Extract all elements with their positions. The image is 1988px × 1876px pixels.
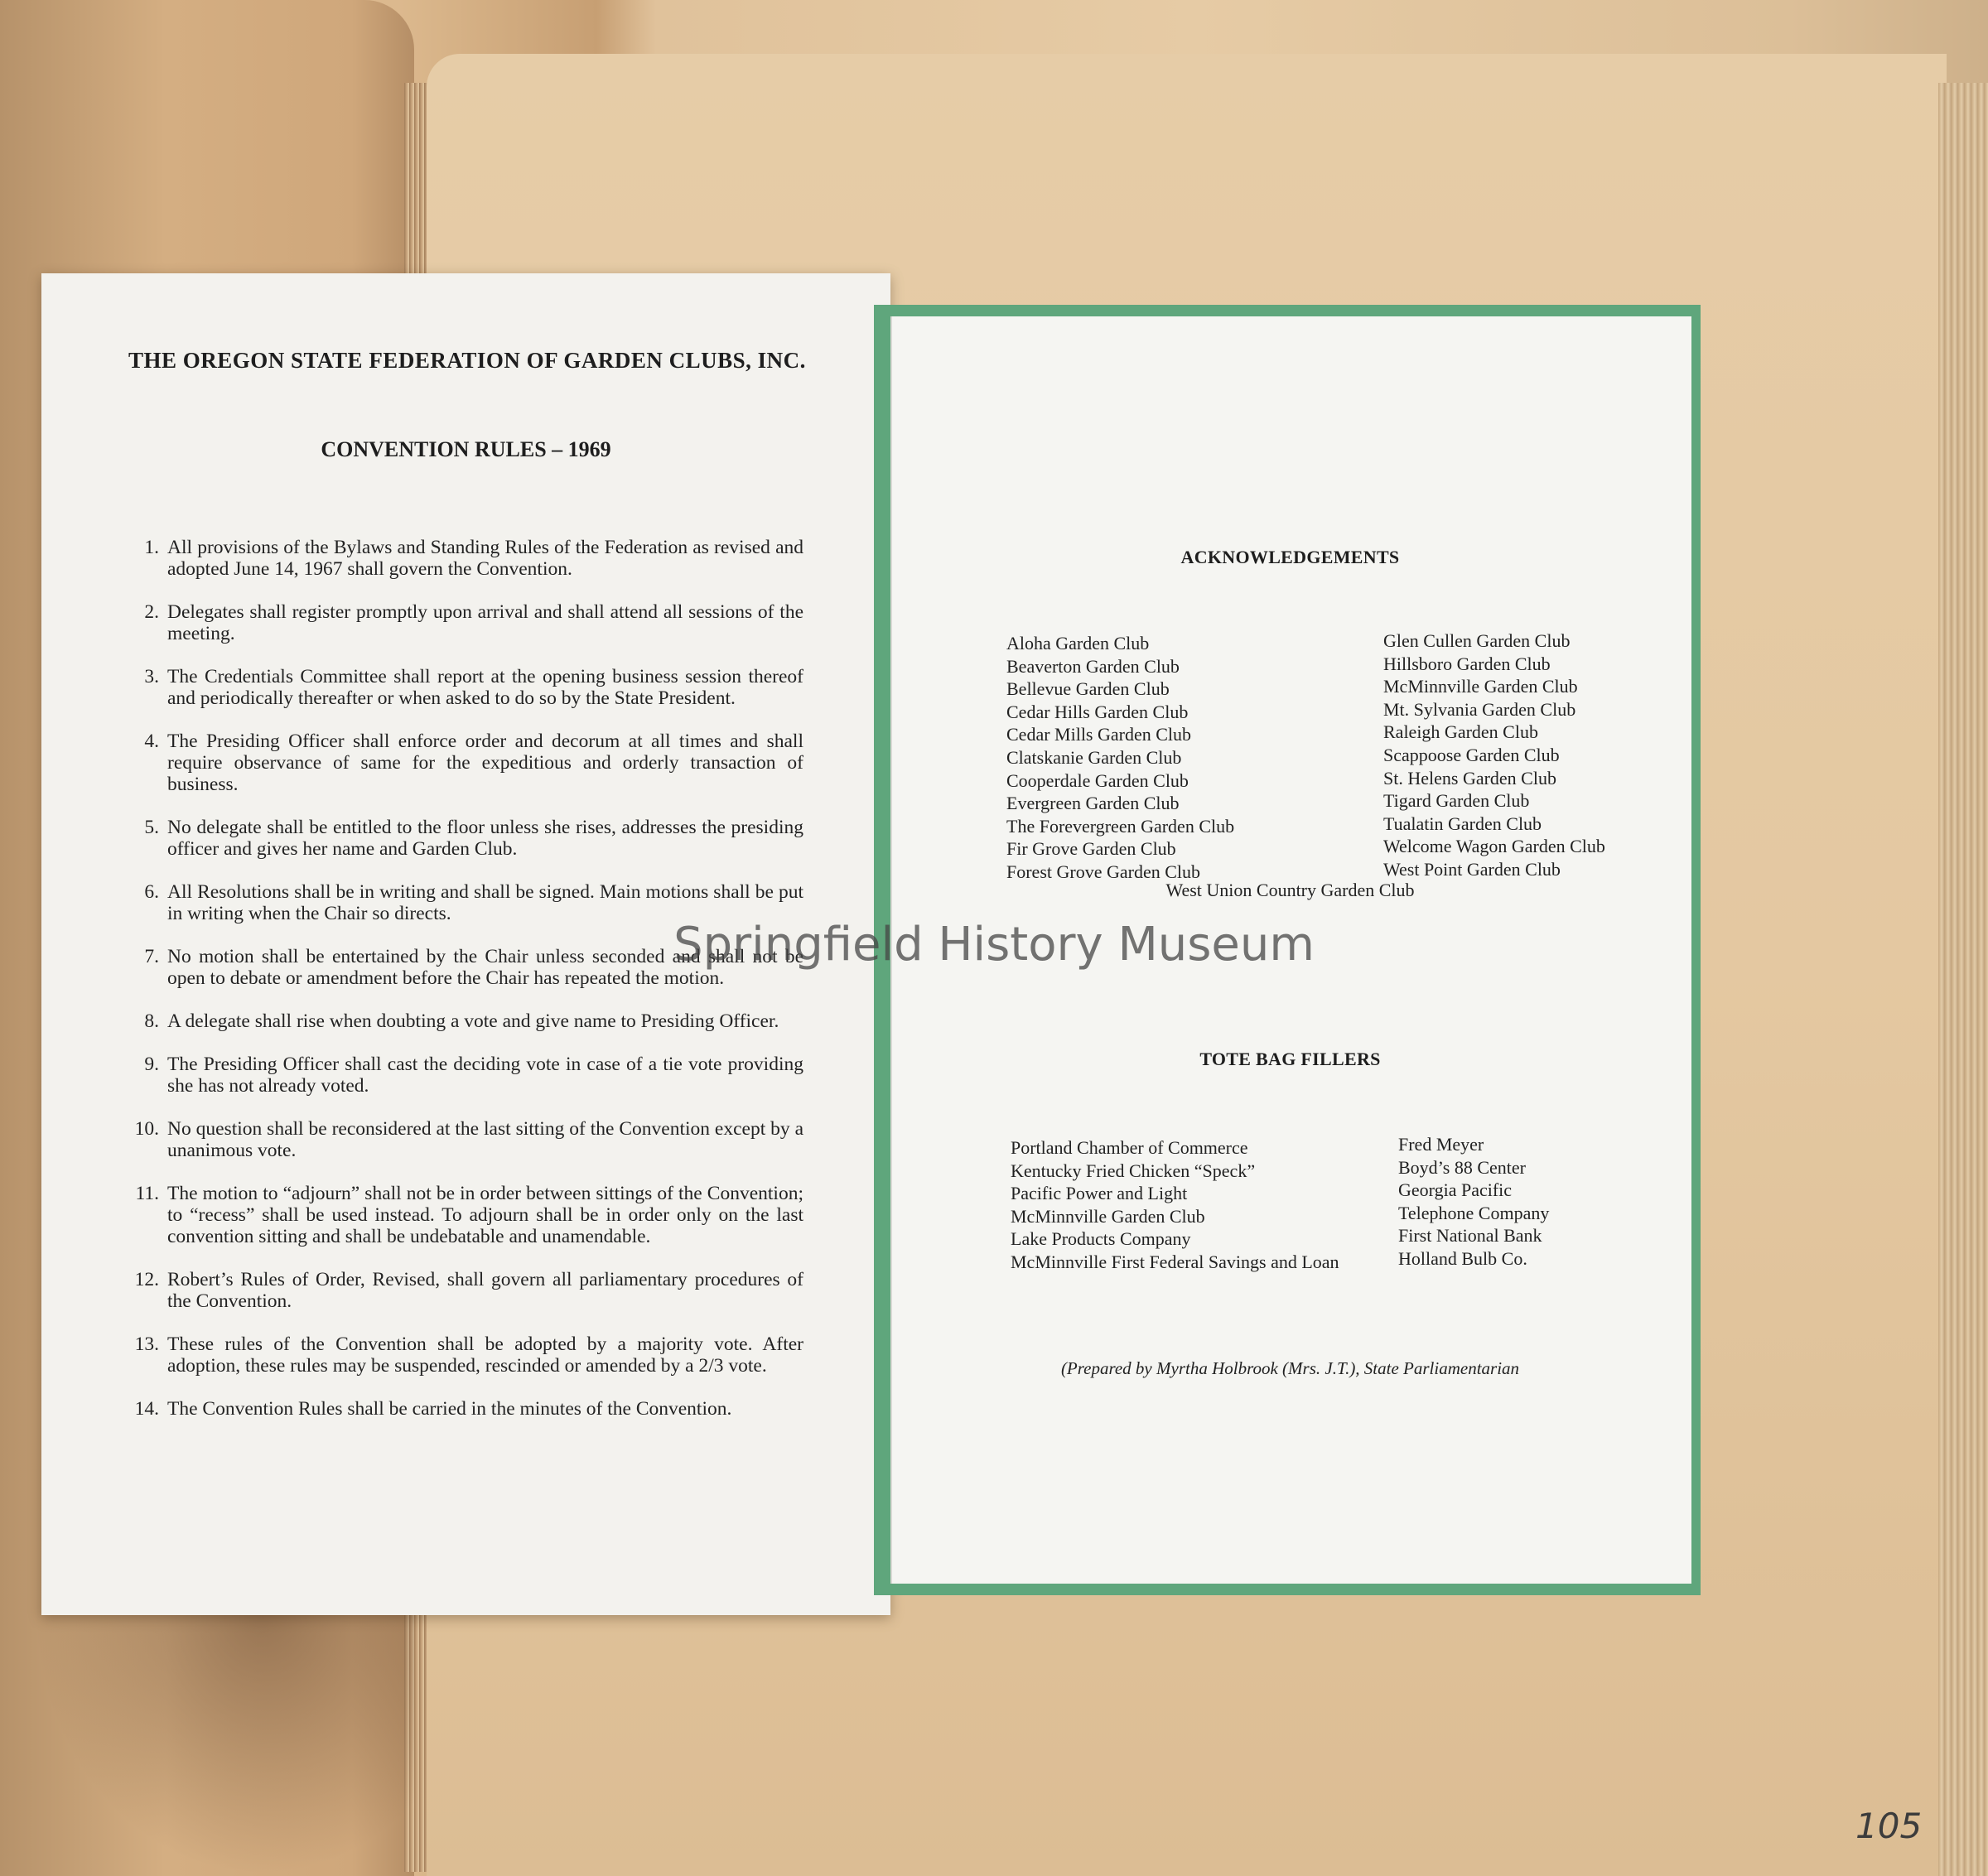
rule-item xyxy=(124,1118,803,1161)
list-item: McMinnville Garden Club xyxy=(1383,676,1578,697)
rule-text: No question shall be reconsidered at the last sitting of the Convention except by a unanimous vote. xyxy=(167,1118,803,1161)
list-item: Telephone Company xyxy=(1398,1202,1550,1223)
rule-text: No motion shall be entertained by the Chair unless seconded and shall not be open to debate or amendment before the Chair has repeated the motion. xyxy=(167,946,803,989)
rule-item xyxy=(124,817,803,860)
acknowledgements-column-2 xyxy=(1383,629,1605,881)
list-item: Cedar Hills Garden Club xyxy=(1006,701,1189,722)
rule-number: 8. xyxy=(144,1010,159,1032)
rule-number: 1. xyxy=(144,537,159,558)
rule-item xyxy=(124,1398,803,1420)
prepared-by-footnote: (Prepared by Myrtha Holbrook (Mrs. J.T.), State Parliamentarian xyxy=(1060,1358,1520,1378)
rule-number: 10. xyxy=(134,1118,159,1140)
tote-bag-heading: TOTE BAG FILLERS xyxy=(1199,1049,1381,1069)
list-item: Cedar Mills Garden Club xyxy=(1006,724,1192,745)
convention-rules-list xyxy=(124,537,803,1441)
list-item: Mt. Sylvania Garden Club xyxy=(1383,698,1576,720)
acknowledgements-column-1 xyxy=(1006,632,1234,884)
rule-number: 6. xyxy=(144,881,159,903)
list-item: Beaverton Garden Club xyxy=(1006,655,1180,677)
list-item: First National Bank xyxy=(1398,1225,1542,1247)
rule-number: 7. xyxy=(144,946,159,967)
rule-text: All provisions of the Bylaws and Standing Rules of the Federation as revised and adopted June 14, 1967 shall govern the Convention. xyxy=(167,537,803,580)
tote-bag-column-2 xyxy=(1398,1133,1549,1271)
rule-item xyxy=(124,1054,803,1097)
rule-item xyxy=(124,666,803,709)
list-item: Welcome Wagon Garden Club xyxy=(1383,836,1605,857)
rule-item xyxy=(124,1269,803,1312)
rule-text: A delegate shall rise when doubting a vote and give name to Presiding Officer. xyxy=(167,1010,779,1032)
list-item: Forest Grove Garden Club xyxy=(1006,861,1201,882)
list-item: The Forevergreen Garden Club xyxy=(1006,815,1235,837)
list-item: Hillsboro Garden Club xyxy=(1383,653,1551,674)
list-item: Holland Bulb Co. xyxy=(1398,1247,1527,1269)
list-item: West Point Garden Club xyxy=(1383,858,1561,880)
page-shadow xyxy=(33,1611,414,1876)
rule-item xyxy=(124,601,803,644)
list-item: Cooperdale Garden Club xyxy=(1006,769,1189,791)
document-subtitle: CONVENTION RULES – 1969 xyxy=(321,437,611,461)
list-item: Fred Meyer xyxy=(1398,1134,1484,1155)
rule-number: 5. xyxy=(144,817,159,838)
rule-text: The Presiding Officer shall enforce order and decorum at all times and shall require observance of same for the expeditious and orderly transaction of business. xyxy=(167,731,803,795)
document-title: THE OREGON STATE FEDERATION OF GARDEN CLUBS, INC. xyxy=(128,348,806,373)
rule-text: All Resolutions shall be in writing and shall be signed. Main motions shall be put in writing when the Chair so directs. xyxy=(167,881,803,924)
list-item: McMinnville Garden Club xyxy=(1011,1205,1205,1227)
rule-text: The motion to “adjourn” shall not be in order between sittings of the Convention; to “recess” shall be used instead. To adjourn shall be in order only on the last convention sitting and shall be undebatable and unamendable. xyxy=(167,1183,803,1247)
rule-item xyxy=(124,1010,803,1032)
list-item: Georgia Pacific xyxy=(1398,1179,1513,1201)
list-item: Aloha Garden Club xyxy=(1006,633,1150,653)
tote-bag-column-1 xyxy=(1011,1136,1339,1274)
rule-number: 4. xyxy=(144,731,159,752)
list-item: Bellevue Garden Club xyxy=(1006,678,1170,700)
rule-text: The Convention Rules shall be carried in the minutes of the Convention. xyxy=(167,1398,732,1420)
list-item: St. Helens Garden Club xyxy=(1383,767,1556,788)
acknowledgements-heading: ACKNOWLEDGEMENTS xyxy=(1180,547,1400,567)
rule-item xyxy=(124,731,803,795)
rule-number: 11. xyxy=(135,1183,159,1204)
rule-number: 9. xyxy=(144,1054,159,1075)
list-item: Scappoose Garden Club xyxy=(1383,744,1560,765)
rule-number: 14. xyxy=(134,1398,159,1420)
list-item: Fir Grove Garden Club xyxy=(1006,838,1176,860)
rule-text: Robert’s Rules of Order, Revised, shall govern all parliamentary procedures of the Convention. xyxy=(167,1269,803,1312)
rule-number: 12. xyxy=(134,1269,159,1290)
list-item: Pacific Power and Light xyxy=(1011,1183,1188,1204)
handwritten-page-number: 105 xyxy=(1855,1806,1923,1846)
list-item: Lake Products Company xyxy=(1011,1228,1191,1250)
list-item: Tualatin Garden Club xyxy=(1383,813,1542,834)
rule-text: No delegate shall be entitled to the floor unless she rises, addresses the presiding officer and gives her name and Garden Club. xyxy=(167,817,803,860)
rule-number: 3. xyxy=(144,666,159,687)
list-item: Tigard Garden Club xyxy=(1383,790,1530,812)
rule-item xyxy=(124,1183,803,1247)
acknowledgements-last-line: West Union Country Garden Club xyxy=(1165,880,1415,900)
list-item: Raleigh Garden Club xyxy=(1383,721,1538,743)
rule-number: 13. xyxy=(134,1333,159,1355)
list-item: Boyd’s 88 Center xyxy=(1398,1156,1526,1178)
list-item: Kentucky Fried Chicken “Speck” xyxy=(1011,1160,1256,1181)
rule-item xyxy=(124,1333,803,1377)
rule-item xyxy=(124,537,803,580)
rule-text: These rules of the Convention shall be adopted by a majority vote. After adoption, these rules may be suspended, rescinded or amended by a 2/3 vote. xyxy=(167,1333,803,1377)
list-item: Clatskanie Garden Club xyxy=(1006,746,1182,768)
museum-watermark: Springfield History Museum xyxy=(673,918,1315,972)
list-item: Glen Cullen Garden Club xyxy=(1383,630,1571,651)
list-item: Evergreen Garden Club xyxy=(1006,793,1180,814)
list-item: McMinnville First Federal Savings and Loan xyxy=(1011,1251,1339,1272)
page-edges xyxy=(1938,83,1988,1876)
list-item: Portland Chamber of Commerce xyxy=(1011,1137,1248,1158)
rule-text: The Presiding Officer shall cast the deciding vote in case of a tie vote providing she has not already voted. xyxy=(167,1054,803,1097)
rule-number: 2. xyxy=(144,601,159,623)
rule-text: The Credentials Committee shall report at the opening business session thereof and periodically thereafter or when asked to do so by the State President. xyxy=(167,666,803,709)
rule-text: Delegates shall register promptly upon arrival and shall attend all sessions of the meeting. xyxy=(167,601,803,644)
